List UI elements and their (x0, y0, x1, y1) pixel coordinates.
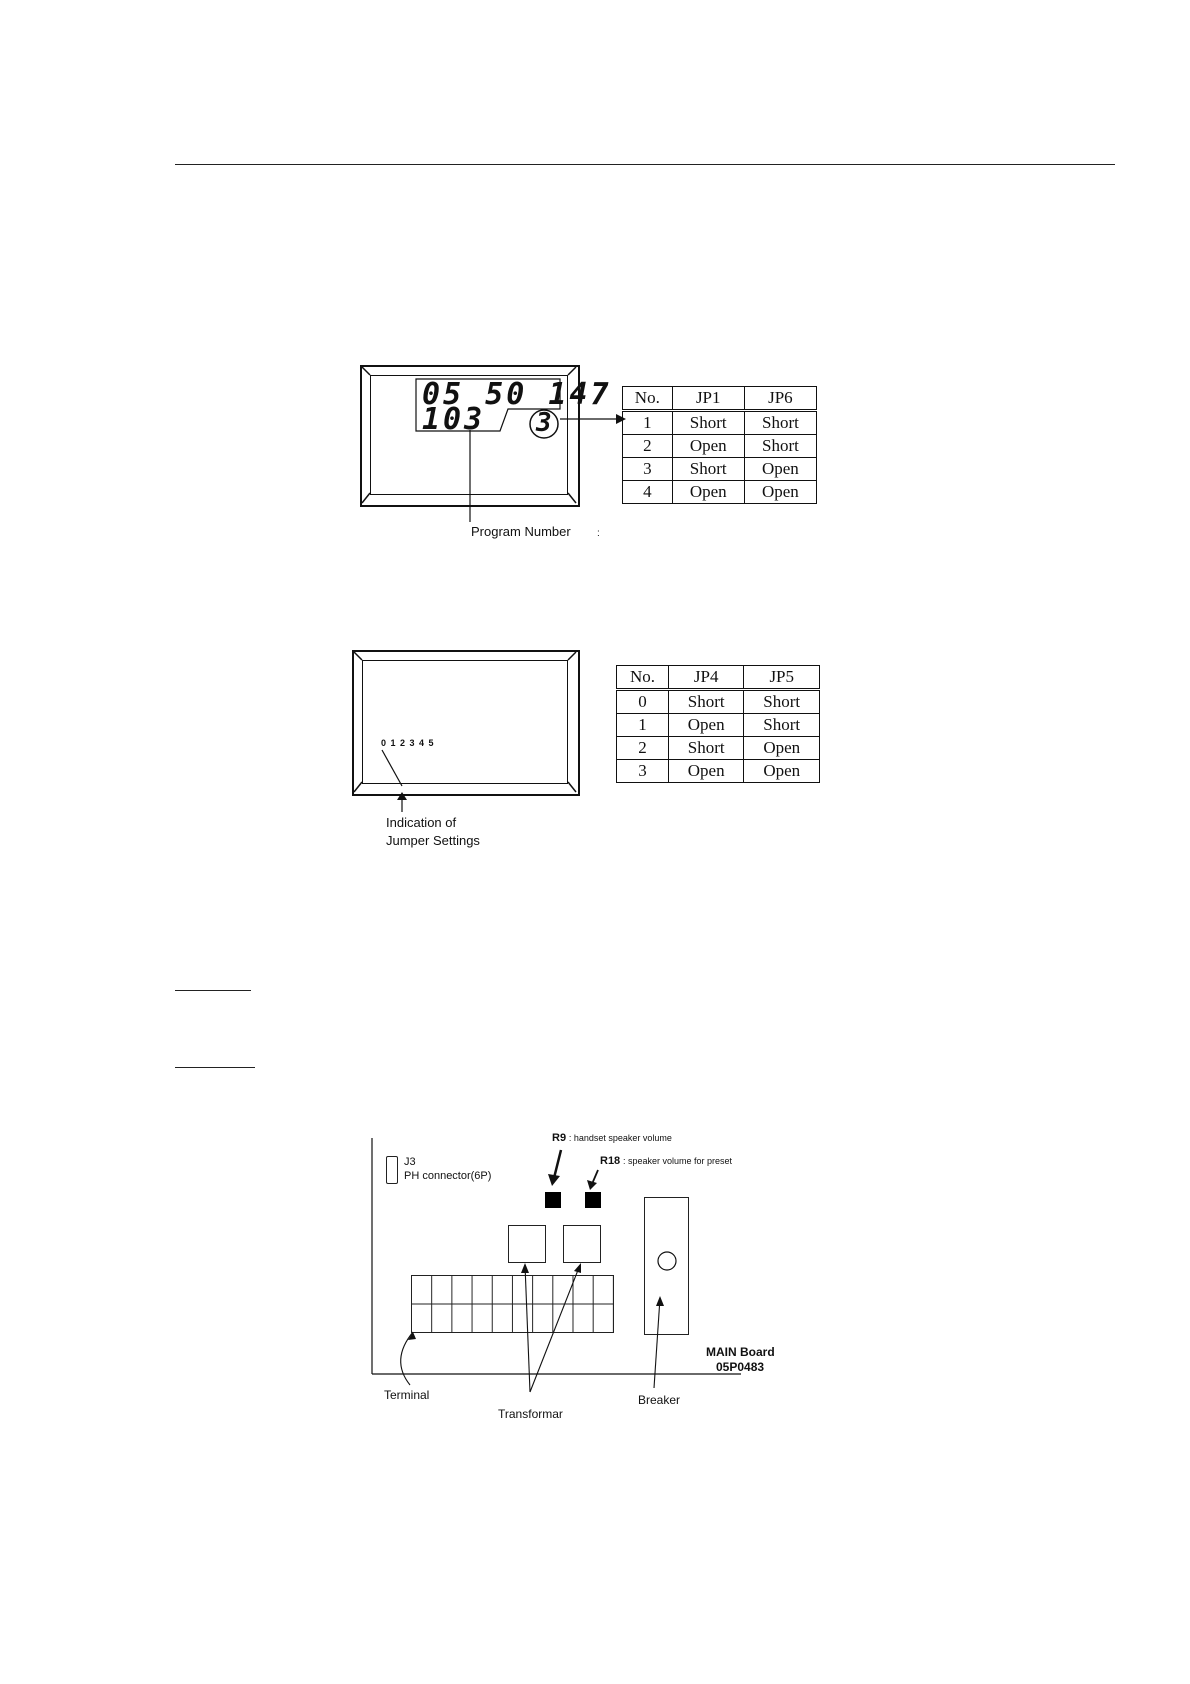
table-header-row (617, 666, 820, 690)
cell-no: 2 (617, 737, 669, 760)
r9-description: : handset speaker volume (568, 1133, 672, 1143)
cell-jp5: Short (744, 714, 820, 737)
header-jp1: JP1 (672, 387, 744, 411)
j3-description: PH connector(6P) (404, 1170, 492, 1182)
table-row (617, 690, 820, 714)
table-header-row (623, 387, 817, 411)
r9-arrow (547, 1148, 567, 1188)
jumper-indication-label-1: Indication of (386, 815, 457, 830)
cell-no: 3 (617, 760, 669, 783)
header-rule (175, 164, 1115, 165)
jp1-jp6-table (622, 386, 817, 504)
jumper-indication-digits: 0 1 2 3 4 5 (381, 738, 435, 748)
j3-connector-icon (386, 1156, 398, 1184)
table-row (617, 714, 820, 737)
program-number-pointer (465, 430, 475, 524)
lcd-line-1: 05 50 147 (422, 377, 612, 412)
lcd-circled-digit: 3 (536, 408, 555, 438)
cell-jp1: Short (672, 458, 744, 481)
breaker-label: Breaker (638, 1393, 681, 1407)
arrow-to-jp1-table (558, 412, 628, 426)
r18-arrow (586, 1168, 602, 1192)
header-jp6: JP6 (744, 387, 816, 411)
cell-jp5: Open (744, 737, 820, 760)
program-number-label: Program Number (471, 524, 571, 539)
cell-jp6: Short (744, 435, 816, 458)
cell-no: 0 (617, 690, 669, 714)
cell-no: 1 (617, 714, 669, 737)
jumper-indication-label-2: Jumper Settings (386, 833, 480, 848)
header-jp4: JP4 (668, 666, 744, 690)
cell-jp1: Open (672, 481, 744, 504)
r18-description: : speaker volume for preset (622, 1156, 733, 1166)
r18-label (600, 1155, 732, 1167)
cell-jp1: Short (672, 411, 744, 435)
transformer-label: Transformar (498, 1407, 563, 1421)
table-row (623, 411, 817, 435)
header-no: No. (617, 666, 669, 690)
cell-jp6: Open (744, 458, 816, 481)
section-underline-1 (175, 990, 251, 991)
cell-jp5: Short (744, 690, 820, 714)
r9-label (552, 1132, 672, 1144)
cell-jp5: Open (744, 760, 820, 783)
cell-jp4: Open (668, 760, 744, 783)
board-name: MAIN Board (706, 1345, 775, 1359)
terminal-label: Terminal (384, 1388, 430, 1402)
table-row (623, 458, 817, 481)
cell-jp6: Open (744, 481, 816, 504)
table-row (617, 737, 820, 760)
board-code: 05P0483 (716, 1360, 765, 1374)
cell-no: 2 (623, 435, 673, 458)
jumper-indication-arrow (396, 792, 408, 814)
section-underline-2 (175, 1067, 255, 1068)
cell-jp4: Open (668, 714, 744, 737)
j3-name: J3 (404, 1156, 416, 1168)
cell-jp6: Short (744, 411, 816, 435)
lcd-line-2: 103 (422, 402, 486, 437)
cell-jp4: Short (668, 690, 744, 714)
header-jp5: JP5 (744, 666, 820, 690)
lcd-bottom-bevel (352, 650, 582, 800)
table-row (623, 435, 817, 458)
cell-no: 4 (623, 481, 673, 504)
r18-potentiometer (585, 1192, 601, 1208)
cell-jp4: Short (668, 737, 744, 760)
jp4-jp5-table (616, 665, 820, 783)
r9-name: R9 (552, 1132, 567, 1144)
cell-jp1: Open (672, 435, 744, 458)
cell-no: 3 (623, 458, 673, 481)
table-row (617, 760, 820, 783)
stray-mark: : (597, 528, 600, 539)
header-no: No. (623, 387, 673, 411)
cell-no: 1 (623, 411, 673, 435)
r18-name: R18 (600, 1155, 621, 1167)
r9-potentiometer (545, 1192, 561, 1208)
table-row (623, 481, 817, 504)
